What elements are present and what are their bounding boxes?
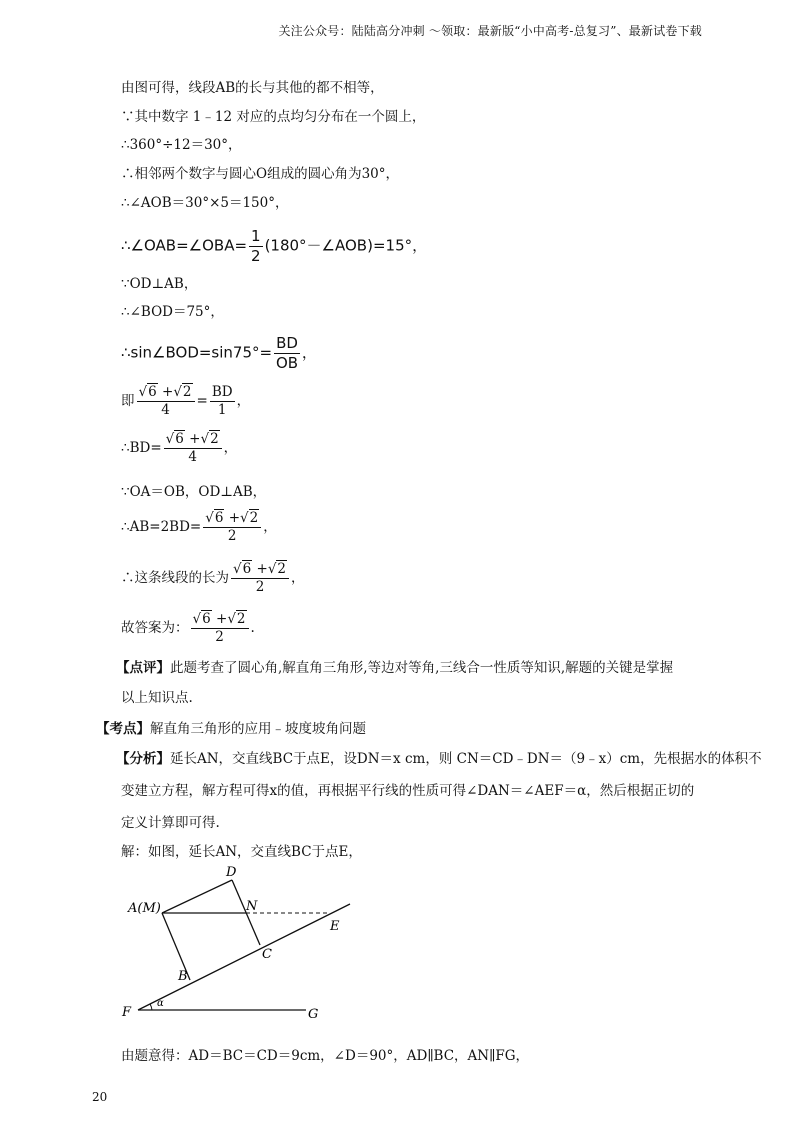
fraction-sqrt-2: $\frac{√6 +√2}{2}$ xyxy=(231,562,289,595)
text-line: 变建立方程，解方程可得x的值，再根据平行线的性质可得∠DAN＝∠AEF＝α，然后根据正切的 xyxy=(121,783,695,799)
fraction-sqrt-4: $\frac{√6 +√2}{4}$ xyxy=(137,385,195,418)
text-line: 以上知识点. xyxy=(121,690,193,706)
comment-line: 【点评】此题考查了圆心角,解直角三角形,等边对等角,三线合一性质等知识,解题的关键是掌握 xyxy=(116,660,674,676)
fraction-sqrt-2: $\frac{√6 +√2}{2}$ xyxy=(191,612,249,645)
label-b: B xyxy=(178,969,188,984)
label-c: C xyxy=(262,947,272,962)
line-fe xyxy=(138,904,350,1010)
text-line: ∴∠BOD＝75°， xyxy=(121,304,224,320)
fraction-sqrt-4: $\frac{√6 +√2}{4}$ xyxy=(164,432,222,465)
text-line: 由图可得，线段AB的长与其他的都不相等， xyxy=(121,80,384,96)
fraction-sqrt-2: $\frac{√6 +√2}{2}$ xyxy=(203,511,261,544)
label-f: F xyxy=(122,1005,132,1020)
equation-oab: ∴∠OAB=∠OBA= $\frac{1}{2}$ (180°－∠AOB)=15°， xyxy=(121,227,428,265)
text-line: ∴360°÷12＝30°， xyxy=(121,137,242,153)
text-line: ∴∠AOB＝30°×5＝150°， xyxy=(121,195,289,211)
line-ad xyxy=(162,880,232,913)
fraction-bd-ob: $\frac{BD}{OB}$ xyxy=(275,334,299,372)
fraction-half: $\frac{1}{2}$ xyxy=(251,227,261,265)
text-line: ∵OA＝OB，OD⊥AB， xyxy=(121,484,267,500)
text-line: 解：如图，延长AN，交直线BC于点E， xyxy=(121,844,362,860)
equation-sin: ∴sin∠BOD=sin75°= $\frac{BD}{OB}$ ， xyxy=(121,334,317,372)
label-e: E xyxy=(330,919,340,934)
text-line: ∵其中数字 1﹣12 对应的点均匀分布在一个圆上， xyxy=(121,109,426,125)
label-g: G xyxy=(308,1007,319,1022)
page-number: 20 xyxy=(92,1090,108,1104)
equation-length: ∴这条线段的长为 $\frac{√6 +√2}{2}$ ， xyxy=(121,561,305,595)
fraction-bd-1: $\frac{BD}{1}$ xyxy=(211,384,233,418)
angle-alpha-arc xyxy=(150,1004,152,1010)
label-a: A(M) xyxy=(128,901,161,916)
text-line: 由题意得：AD＝BC＝CD＝9cm，∠D＝90°，AD∥BC，AN∥FG， xyxy=(121,1048,529,1064)
equation-ab: ∴AB=2BD= $\frac{√6 +√2}{2}$ ， xyxy=(121,510,277,544)
equation-answer: 故答案为： $\frac{√6 +√2}{2}$ . xyxy=(121,611,255,645)
label-d: D xyxy=(226,865,237,880)
equation-ji: 即 $\frac{√6 +√2}{4}$ = $\frac{BD}{1}$ ， xyxy=(121,384,251,418)
kaodian-line: 【考点】解直角三角形的应用﹣坡度坡角问题 xyxy=(96,721,366,737)
text-line: ∴相邻两个数字与圆心O组成的圆心角为30°， xyxy=(121,166,399,182)
fenxi-line: 【分析】延长AN，交直线BC于点E，设DN＝x cm，则 CN＝CD﹣DN＝（9﹣x）cm，先根据水的体积不 xyxy=(116,751,762,767)
label-n: N xyxy=(246,899,258,914)
text-line: ∵OD⊥AB， xyxy=(121,276,198,292)
equation-bd: ∴BD= $\frac{√6 +√2}{4}$ ， xyxy=(121,431,238,465)
label-alpha: α xyxy=(157,998,164,1009)
geometry-figure xyxy=(110,860,370,1030)
page-header: 关注公众号：陆陆高分冲刺 ～领取：最新版“小中高考-总复习”、最新试卷下载 xyxy=(278,24,702,38)
text-line: 定义计算即可得. xyxy=(121,815,220,831)
